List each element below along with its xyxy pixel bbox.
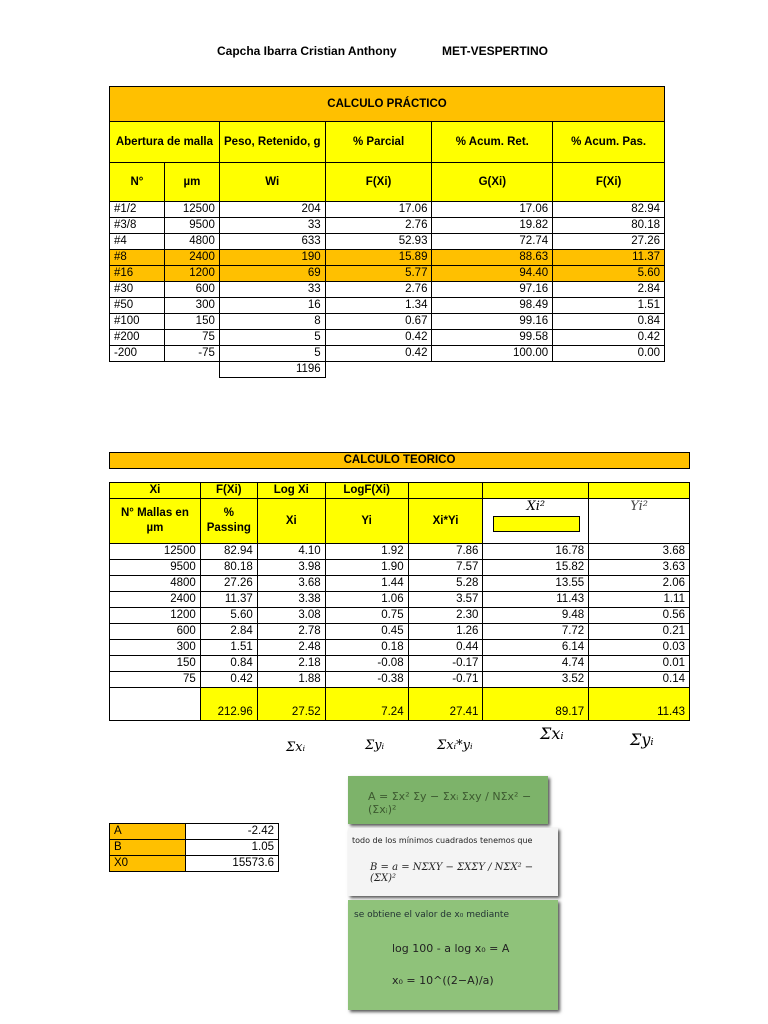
teorico-cell: 600 bbox=[110, 624, 201, 640]
sigma-xi2-label: Σxᵢ bbox=[540, 724, 564, 743]
calculo-teorico-title-bar bbox=[109, 452, 690, 469]
practico-cell: 5 bbox=[219, 346, 325, 362]
teorico-title: CALCULO TEORICO bbox=[110, 453, 690, 469]
practico-cell: 1200 bbox=[164, 266, 219, 282]
teorico-cell: -0.17 bbox=[408, 656, 483, 672]
teorico-row bbox=[110, 592, 690, 608]
practico-cell: 82.94 bbox=[553, 202, 665, 218]
teorico-cell: 11.43 bbox=[483, 592, 589, 608]
practico-cell: 633 bbox=[219, 234, 325, 250]
subheader-gxi: G(Xi) bbox=[432, 163, 553, 202]
practico-cell: 0.00 bbox=[553, 346, 665, 362]
practico-cell: 9500 bbox=[164, 218, 219, 234]
result-label: B bbox=[110, 840, 186, 856]
practico-cell: 69 bbox=[219, 266, 325, 282]
teorico-cell: 75 bbox=[110, 672, 201, 688]
practico-cell: 15.89 bbox=[325, 250, 432, 266]
teorico-cell: 0.03 bbox=[589, 640, 690, 656]
teorico-cell: -0.38 bbox=[325, 672, 408, 688]
subheader-wi: Wi bbox=[219, 163, 325, 202]
sigma-xiyi-label: Σxᵢ*yᵢ bbox=[437, 738, 473, 753]
practico-cell: 5 bbox=[219, 330, 325, 346]
teorico-cell: 15.82 bbox=[483, 560, 589, 576]
teorico-cell: 4.74 bbox=[483, 656, 589, 672]
practico-cell: 19.82 bbox=[432, 218, 553, 234]
teorico-cell: 2.84 bbox=[200, 624, 257, 640]
teorico-row bbox=[110, 608, 690, 624]
teorico-row bbox=[110, 544, 690, 560]
practico-cell: 190 bbox=[219, 250, 325, 266]
result-row bbox=[110, 824, 279, 840]
teorico-cell: -0.71 bbox=[408, 672, 483, 688]
practico-row bbox=[110, 250, 665, 266]
h2-mallas: N° Mallas en µm bbox=[110, 499, 201, 544]
teorico-cell: 5.28 bbox=[408, 576, 483, 592]
teorico-cell: 80.18 bbox=[200, 560, 257, 576]
subheader-fxi-pas: F(Xi) bbox=[553, 163, 665, 202]
practico-cell: 12500 bbox=[164, 202, 219, 218]
formula-x0-image bbox=[348, 900, 558, 1010]
teorico-cell: 82.94 bbox=[200, 544, 257, 560]
teorico-cell: 4.10 bbox=[257, 544, 325, 560]
practico-cell: #3/8 bbox=[110, 218, 165, 234]
calculo-practico-table bbox=[109, 86, 665, 378]
practico-cell: 2.84 bbox=[553, 282, 665, 298]
practico-cell: #50 bbox=[110, 298, 165, 314]
result-value: 1.05 bbox=[186, 840, 279, 856]
h1-xi: Xi bbox=[110, 483, 201, 499]
h1-logfxi: LogF(Xi) bbox=[325, 483, 408, 499]
practico-row bbox=[110, 282, 665, 298]
calculo-teorico-table bbox=[109, 482, 690, 721]
teorico-cell: 27.26 bbox=[200, 576, 257, 592]
practico-cell: 5.60 bbox=[553, 266, 665, 282]
sigma-xi-label: Σxᵢ bbox=[286, 740, 306, 755]
practico-cell: 94.40 bbox=[432, 266, 553, 282]
sum-xi: 27.52 bbox=[257, 688, 325, 721]
teorico-cell: 11.37 bbox=[200, 592, 257, 608]
formula-b-intro: todo de los mínimos cuadrados tenemos que bbox=[352, 836, 533, 845]
teorico-cell: 3.57 bbox=[408, 592, 483, 608]
teorico-cell: 2.06 bbox=[589, 576, 690, 592]
practico-cell: 33 bbox=[219, 218, 325, 234]
teorico-cell: 1.90 bbox=[325, 560, 408, 576]
teorico-cell: 2.48 bbox=[257, 640, 325, 656]
header-acum-pas: % Acum. Pas. bbox=[553, 122, 665, 163]
practico-cell: #16 bbox=[110, 266, 165, 282]
teorico-cell: 0.44 bbox=[408, 640, 483, 656]
teorico-cell: 3.52 bbox=[483, 672, 589, 688]
practico-cell: 1.51 bbox=[553, 298, 665, 314]
teorico-cell: 9500 bbox=[110, 560, 201, 576]
practico-row bbox=[110, 314, 665, 330]
subheader-n: N° bbox=[110, 163, 165, 202]
practico-cell: 0.84 bbox=[553, 314, 665, 330]
practico-cell: 27.26 bbox=[553, 234, 665, 250]
practico-cell: 17.06 bbox=[325, 202, 432, 218]
practico-cell: 8 bbox=[219, 314, 325, 330]
result-row bbox=[110, 840, 279, 856]
practico-cell: 600 bbox=[164, 282, 219, 298]
practico-row bbox=[110, 330, 665, 346]
teorico-cell: 0.75 bbox=[325, 608, 408, 624]
practico-cell: 52.93 bbox=[325, 234, 432, 250]
practico-cell: #4 bbox=[110, 234, 165, 250]
practico-cell: 88.63 bbox=[432, 250, 553, 266]
practico-row bbox=[110, 298, 665, 314]
practico-cell: 17.06 bbox=[432, 202, 553, 218]
sum-xi2: 89.17 bbox=[483, 688, 589, 721]
formula-x0-line1: log 100 - a log x₀ = A bbox=[392, 942, 510, 955]
teorico-cell: 0.14 bbox=[589, 672, 690, 688]
teorico-cell: 2400 bbox=[110, 592, 201, 608]
result-row bbox=[110, 856, 279, 872]
h2-yi2: Yi² bbox=[589, 499, 690, 544]
practico-row bbox=[110, 346, 665, 362]
teorico-cell: 0.01 bbox=[589, 656, 690, 672]
practico-row bbox=[110, 202, 665, 218]
teorico-cell: 0.18 bbox=[325, 640, 408, 656]
teorico-row bbox=[110, 576, 690, 592]
teorico-cell: 2.78 bbox=[257, 624, 325, 640]
sum-yi2: 11.43 bbox=[589, 688, 690, 721]
formula-x0-line2: x₀ = 10^((2−A)/a) bbox=[392, 974, 494, 987]
sigma-yi-label: Σyᵢ bbox=[365, 738, 385, 753]
practico-cell: 150 bbox=[164, 314, 219, 330]
practico-cell: 33 bbox=[219, 282, 325, 298]
teorico-row bbox=[110, 624, 690, 640]
practico-row bbox=[110, 218, 665, 234]
practico-cell: 99.58 bbox=[432, 330, 553, 346]
h2-xi: Xi bbox=[257, 499, 325, 544]
teorico-cell: 13.55 bbox=[483, 576, 589, 592]
teorico-cell: 1200 bbox=[110, 608, 201, 624]
header-parcial: % Parcial bbox=[325, 122, 432, 163]
teorico-cell: 16.78 bbox=[483, 544, 589, 560]
practico-cell: 100.00 bbox=[432, 346, 553, 362]
practico-cell: 75 bbox=[164, 330, 219, 346]
header-acum-ret: % Acum. Ret. bbox=[432, 122, 553, 163]
sum-passing: 212.96 bbox=[200, 688, 257, 721]
result-label: A bbox=[110, 824, 186, 840]
teorico-cell: 1.88 bbox=[257, 672, 325, 688]
practico-cell: #30 bbox=[110, 282, 165, 298]
teorico-cell: 0.42 bbox=[200, 672, 257, 688]
teorico-row bbox=[110, 640, 690, 656]
h2-yi: Yi bbox=[325, 499, 408, 544]
results-table bbox=[109, 823, 279, 872]
header-abertura: Abertura de malla bbox=[110, 122, 220, 163]
formula-b-text: B = a = NΣXY − ΣXΣY / NΣX² − (ΣX)² bbox=[370, 862, 534, 884]
practico-cell: 99.16 bbox=[432, 314, 553, 330]
practico-cell: 80.18 bbox=[553, 218, 665, 234]
teorico-cell: 300 bbox=[110, 640, 201, 656]
h2-xiyi: Xi*Yi bbox=[408, 499, 483, 544]
practico-cell: 2400 bbox=[164, 250, 219, 266]
practico-cell: -200 bbox=[110, 346, 165, 362]
practico-cell: 2.76 bbox=[325, 218, 432, 234]
formula-a-text: A = Σx² Σy − Σxᵢ Σxy / NΣx² − (Σxᵢ)² bbox=[368, 790, 532, 816]
teorico-cell: 5.60 bbox=[200, 608, 257, 624]
teorico-cell: 2.18 bbox=[257, 656, 325, 672]
teorico-cell: 1.92 bbox=[325, 544, 408, 560]
teorico-cell: 1.11 bbox=[589, 592, 690, 608]
teorico-row bbox=[110, 656, 690, 672]
practico-cell: 2.76 bbox=[325, 282, 432, 298]
teorico-cell: 6.14 bbox=[483, 640, 589, 656]
practico-cell: 16 bbox=[219, 298, 325, 314]
practico-cell: 4800 bbox=[164, 234, 219, 250]
teorico-cell: 3.68 bbox=[589, 544, 690, 560]
teorico-cell: 2.30 bbox=[408, 608, 483, 624]
teorico-cell: 12500 bbox=[110, 544, 201, 560]
practico-cell: 0.42 bbox=[325, 330, 432, 346]
practico-cell: 204 bbox=[219, 202, 325, 218]
teorico-cell: 1.44 bbox=[325, 576, 408, 592]
practico-cell: #1/2 bbox=[110, 202, 165, 218]
formula-b-image bbox=[348, 828, 558, 896]
total-weight: 1196 bbox=[219, 362, 325, 378]
teorico-cell: 3.38 bbox=[257, 592, 325, 608]
practico-row bbox=[110, 234, 665, 250]
teorico-cell: 3.68 bbox=[257, 576, 325, 592]
practico-cell: 97.16 bbox=[432, 282, 553, 298]
group-name: MET-VESPERTINO bbox=[442, 44, 549, 58]
result-label: X0 bbox=[110, 856, 186, 872]
teorico-cell: -0.08 bbox=[325, 656, 408, 672]
subheader-um: µm bbox=[164, 163, 219, 202]
practico-cell: 0.42 bbox=[325, 346, 432, 362]
practico-row bbox=[110, 266, 665, 282]
teorico-cell: 0.84 bbox=[200, 656, 257, 672]
practico-cell: #8 bbox=[110, 250, 165, 266]
teorico-cell: 7.57 bbox=[408, 560, 483, 576]
practico-title: CALCULO PRÁCTICO bbox=[110, 87, 665, 122]
sigma-yi2-label: Σyᵢ bbox=[630, 730, 654, 749]
teorico-row bbox=[110, 560, 690, 576]
teorico-row bbox=[110, 672, 690, 688]
formula-x0-intro: se obtiene el valor de x₀ mediante bbox=[354, 910, 509, 920]
teorico-cell: 0.56 bbox=[589, 608, 690, 624]
teorico-cell: 9.48 bbox=[483, 608, 589, 624]
practico-cell: 98.49 bbox=[432, 298, 553, 314]
sum-xiyi: 27.41 bbox=[408, 688, 483, 721]
practico-cell: 0.67 bbox=[325, 314, 432, 330]
h1-logxi: Log Xi bbox=[257, 483, 325, 499]
practico-cell: 300 bbox=[164, 298, 219, 314]
h2-passing: % Passing bbox=[200, 499, 257, 544]
teorico-cell: 1.51 bbox=[200, 640, 257, 656]
practico-cell: -75 bbox=[164, 346, 219, 362]
result-value: 15573.6 bbox=[186, 856, 279, 872]
teorico-cell: 1.06 bbox=[325, 592, 408, 608]
subheader-fxi: F(Xi) bbox=[325, 163, 432, 202]
practico-cell: #100 bbox=[110, 314, 165, 330]
teorico-cell: 3.08 bbox=[257, 608, 325, 624]
practico-cell: #200 bbox=[110, 330, 165, 346]
teorico-cell: 4800 bbox=[110, 576, 201, 592]
author-name: Capcha Ibarra Cristian Anthony bbox=[217, 44, 397, 58]
practico-cell: 72.74 bbox=[432, 234, 553, 250]
teorico-cell: 7.86 bbox=[408, 544, 483, 560]
practico-cell: 0.42 bbox=[553, 330, 665, 346]
result-value: -2.42 bbox=[186, 824, 279, 840]
h2-xi2: Xi² bbox=[526, 499, 546, 514]
teorico-cell: 150 bbox=[110, 656, 201, 672]
h1-fxi: F(Xi) bbox=[200, 483, 257, 499]
practico-cell: 1.34 bbox=[325, 298, 432, 314]
header-peso: Peso, Retenido, g bbox=[219, 122, 325, 163]
teorico-cell: 1.26 bbox=[408, 624, 483, 640]
teorico-cell: 3.63 bbox=[589, 560, 690, 576]
practico-cell: 5.77 bbox=[325, 266, 432, 282]
practico-cell: 11.37 bbox=[553, 250, 665, 266]
teorico-cell: 0.45 bbox=[325, 624, 408, 640]
sum-yi: 7.24 bbox=[325, 688, 408, 721]
teorico-cell: 0.21 bbox=[589, 624, 690, 640]
teorico-cell: 7.72 bbox=[483, 624, 589, 640]
formula-a-image bbox=[348, 776, 548, 824]
teorico-cell: 3.98 bbox=[257, 560, 325, 576]
